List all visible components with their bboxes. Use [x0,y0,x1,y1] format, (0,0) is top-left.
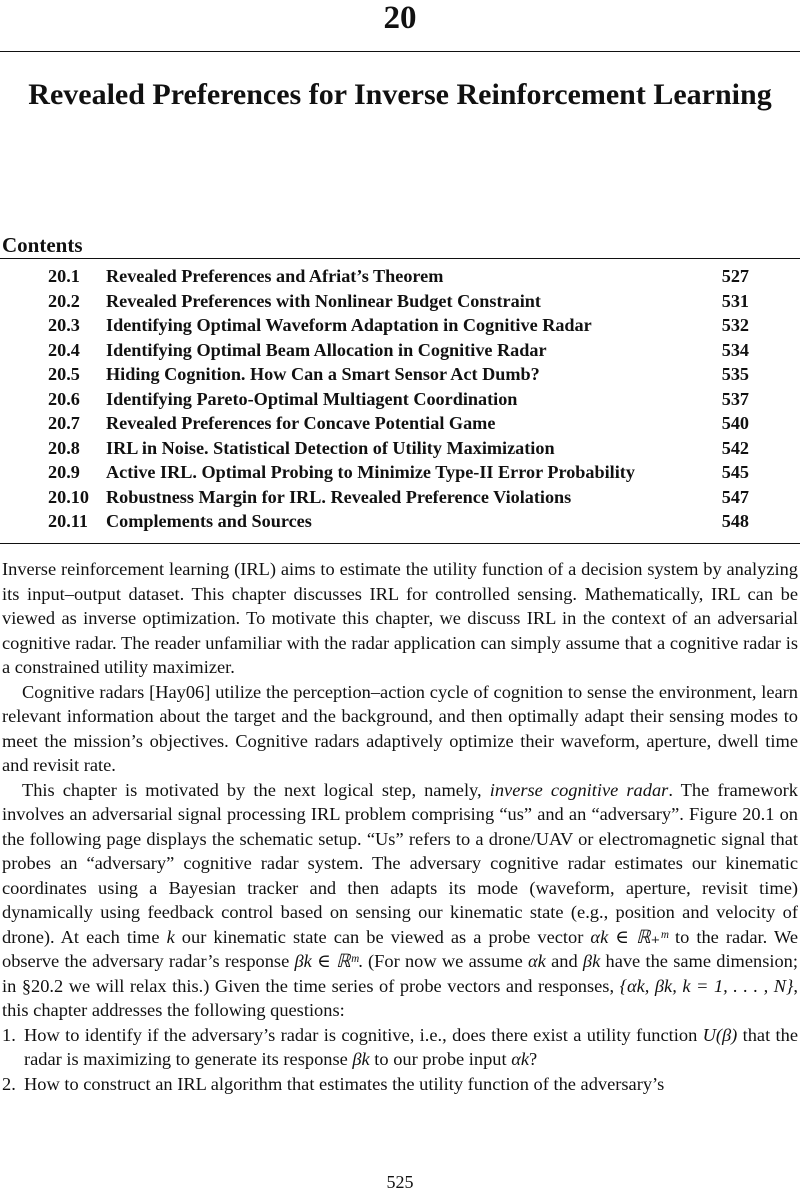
toc-entry-page: 547 [721,486,749,507]
toc-entry-number: 20.11 [48,511,88,531]
toc-entry-title: Identifying Pareto-Optimal Multiagent Coordination [106,388,518,409]
toc-entry-number: 20.9 [48,462,80,482]
paragraph-3-text: our kinematic state can be viewed as a probe vector [174,926,591,947]
toc-entry-title: Complements and Sources [106,511,312,531]
page-number: 525 [386,1172,414,1192]
toc-entry-title: Identifying Optimal Beam Allocation in Cognitive Radar [106,339,547,360]
math-alpha: αk [511,1049,530,1069]
question-text: How to construct an IRL algorithm that estimates the utility function of the adversary’s [24,1073,665,1094]
math-alpha-membership: αk ∈ ℝ₊ᵐ [590,926,668,947]
paragraph-3 [2,778,798,1023]
paragraph-1: Inverse reinforcement learning (IRL) aims to estimate the utility function of a decision system by analyzing its input–output dataset. This chapter discusses IRL for controlled sensing. Mathematically, IRL can be viewed as inverse optimization. To motivate this chapter, we discuss IRL in the context of an adversarial cognitive radar. The reader unfamiliar with the radar application can simply assume that a cognitive radar is a constrained utility maximizer. [2,559,798,677]
toc-entry-number: 20.10 [48,486,89,507]
list-marker: 1. [2,1024,16,1045]
toc-entry[interactable] [0,313,800,338]
toc-entry-number: 20.7 [48,413,80,433]
toc-entry[interactable] [0,264,800,289]
toc-entry[interactable] [0,436,800,461]
toc-entry-number: 20.2 [48,290,80,311]
chapter-number: 20 [383,0,417,36]
toc-entry-title: Revealed Preferences with Nonlinear Budget Constraint [106,290,541,311]
chapter-title: Revealed Preferences for Inverse Reinforcement Learning [28,78,772,111]
toc-entry[interactable] [0,338,800,363]
toc-entry-title: Active IRL. Optimal Probing to Minimize Type-II Error Probability [106,462,635,482]
numbered-question-2 [2,1072,798,1097]
paragraph-3-text: , this chapter addresses the following questions: [2,975,798,1020]
toc-entry-number: 20.5 [48,364,80,384]
numbered-question-1 [2,1023,798,1072]
toc-entry-page: 540 [721,413,749,433]
top-rule [0,51,800,52]
emphasis-inverse-cognitive-radar: inverse cognitive radar [489,779,669,800]
toc-entry[interactable] [0,289,800,314]
contents-bottom-rule [0,543,800,544]
math-beta: βk [582,951,601,971]
toc-entry[interactable] [0,460,800,485]
toc-entry-title: Identifying Optimal Waveform Adaptation in Cognitive Radar [106,315,592,335]
contents-top-rule [0,258,800,259]
table-of-contents [0,264,800,534]
toc-entry-number: 20.6 [48,388,80,409]
paragraph-3-text: This chapter is motivated by the next logical step, namely, [22,779,490,800]
toc-entry-page: 545 [721,462,749,482]
math-k: k [166,926,175,947]
math-time-series: {αk, βk, k = 1, . . . , N} [619,975,794,996]
toc-entry[interactable] [0,387,800,412]
toc-entry-title: Revealed Preferences for Concave Potential Game [106,413,496,433]
toc-entry-page: 532 [721,315,749,335]
paragraph-3-text: and [545,951,583,971]
question-text: to our probe input [369,1049,512,1069]
toc-entry[interactable] [0,362,800,387]
contents-heading: Contents [2,233,83,257]
body-text [2,557,798,1096]
list-marker: 2. [2,1073,16,1094]
toc-entry-title: Hiding Cognition. How Can a Smart Sensor Act Dumb? [106,364,540,384]
toc-entry-title: Robustness Margin for IRL. Revealed Preference Violations [106,486,572,507]
paragraph-3-text: to the radar. We observe the adversary radar’s response [2,926,798,971]
toc-entry-number: 20.1 [48,266,80,286]
paragraph-3-text: . The framework involves an adversarial signal processing IRL problem comprising “us” and an “adversary”. Figure 20.1 on the following page displays the schematic setup. “Us” refers to a drone/UAV or electromagnetic signal that probes an “adversary” cognitive radar system. The adversary cognitive radar estimates our kinematic coordinates using a Bayesian tracker and then adapts its mode (waveform, aperture, revisit time) dynamically using feedback control based on sensing our kinematic state (e.g., position and velocity of drone). At each time [2,779,799,947]
toc-entry-page: 527 [721,266,749,286]
question-text: ? [529,1049,538,1069]
toc-entry-page: 531 [721,290,749,311]
math-beta: βk [352,1049,370,1069]
toc-entry-title: IRL in Noise. Statistical Detection of Utility Maximization [106,437,555,458]
toc-entry-title: Revealed Preferences and Afriat’s Theorem [106,266,444,286]
math-beta-membership: βk ∈ ℝᵐ [294,951,359,971]
toc-entry-number: 20.8 [48,437,80,458]
question-text: How to identify if the adversary’s radar is cognitive, i.e., does there exist a utility function [24,1024,703,1045]
toc-entry[interactable] [0,485,800,510]
toc-entry-page: 548 [721,511,749,531]
toc-entry-page: 542 [721,437,749,458]
math-alpha: αk [528,951,546,971]
toc-entry-number: 20.4 [48,339,80,360]
toc-entry[interactable] [0,509,800,534]
paragraph-2: Cognitive radars [Hay06] utilize the perception–action cycle of cognition to sense the environment, learn relevant information about the target and the background, and then optimally adapt their sensing modes to meet the mission’s objectives. Cognitive radars adaptively optimize their waveform, aperture, dwell time and revisit rate. [2,681,798,775]
paragraph-3-text: . (For now we assume [358,951,529,971]
toc-entry[interactable] [0,411,800,436]
question-text: that the radar is maximizing to generate its response [24,1024,798,1069]
toc-entry-page: 534 [721,339,749,360]
toc-entry-page: 537 [721,388,749,409]
math-utility: U(β) [702,1024,738,1045]
paragraph-3-text: have the same dimension; in §20.2 we will relax this.) Given the time series of probe vectors and responses, [2,951,798,996]
toc-entry-number: 20.3 [48,315,80,335]
toc-entry-page: 535 [721,364,749,384]
